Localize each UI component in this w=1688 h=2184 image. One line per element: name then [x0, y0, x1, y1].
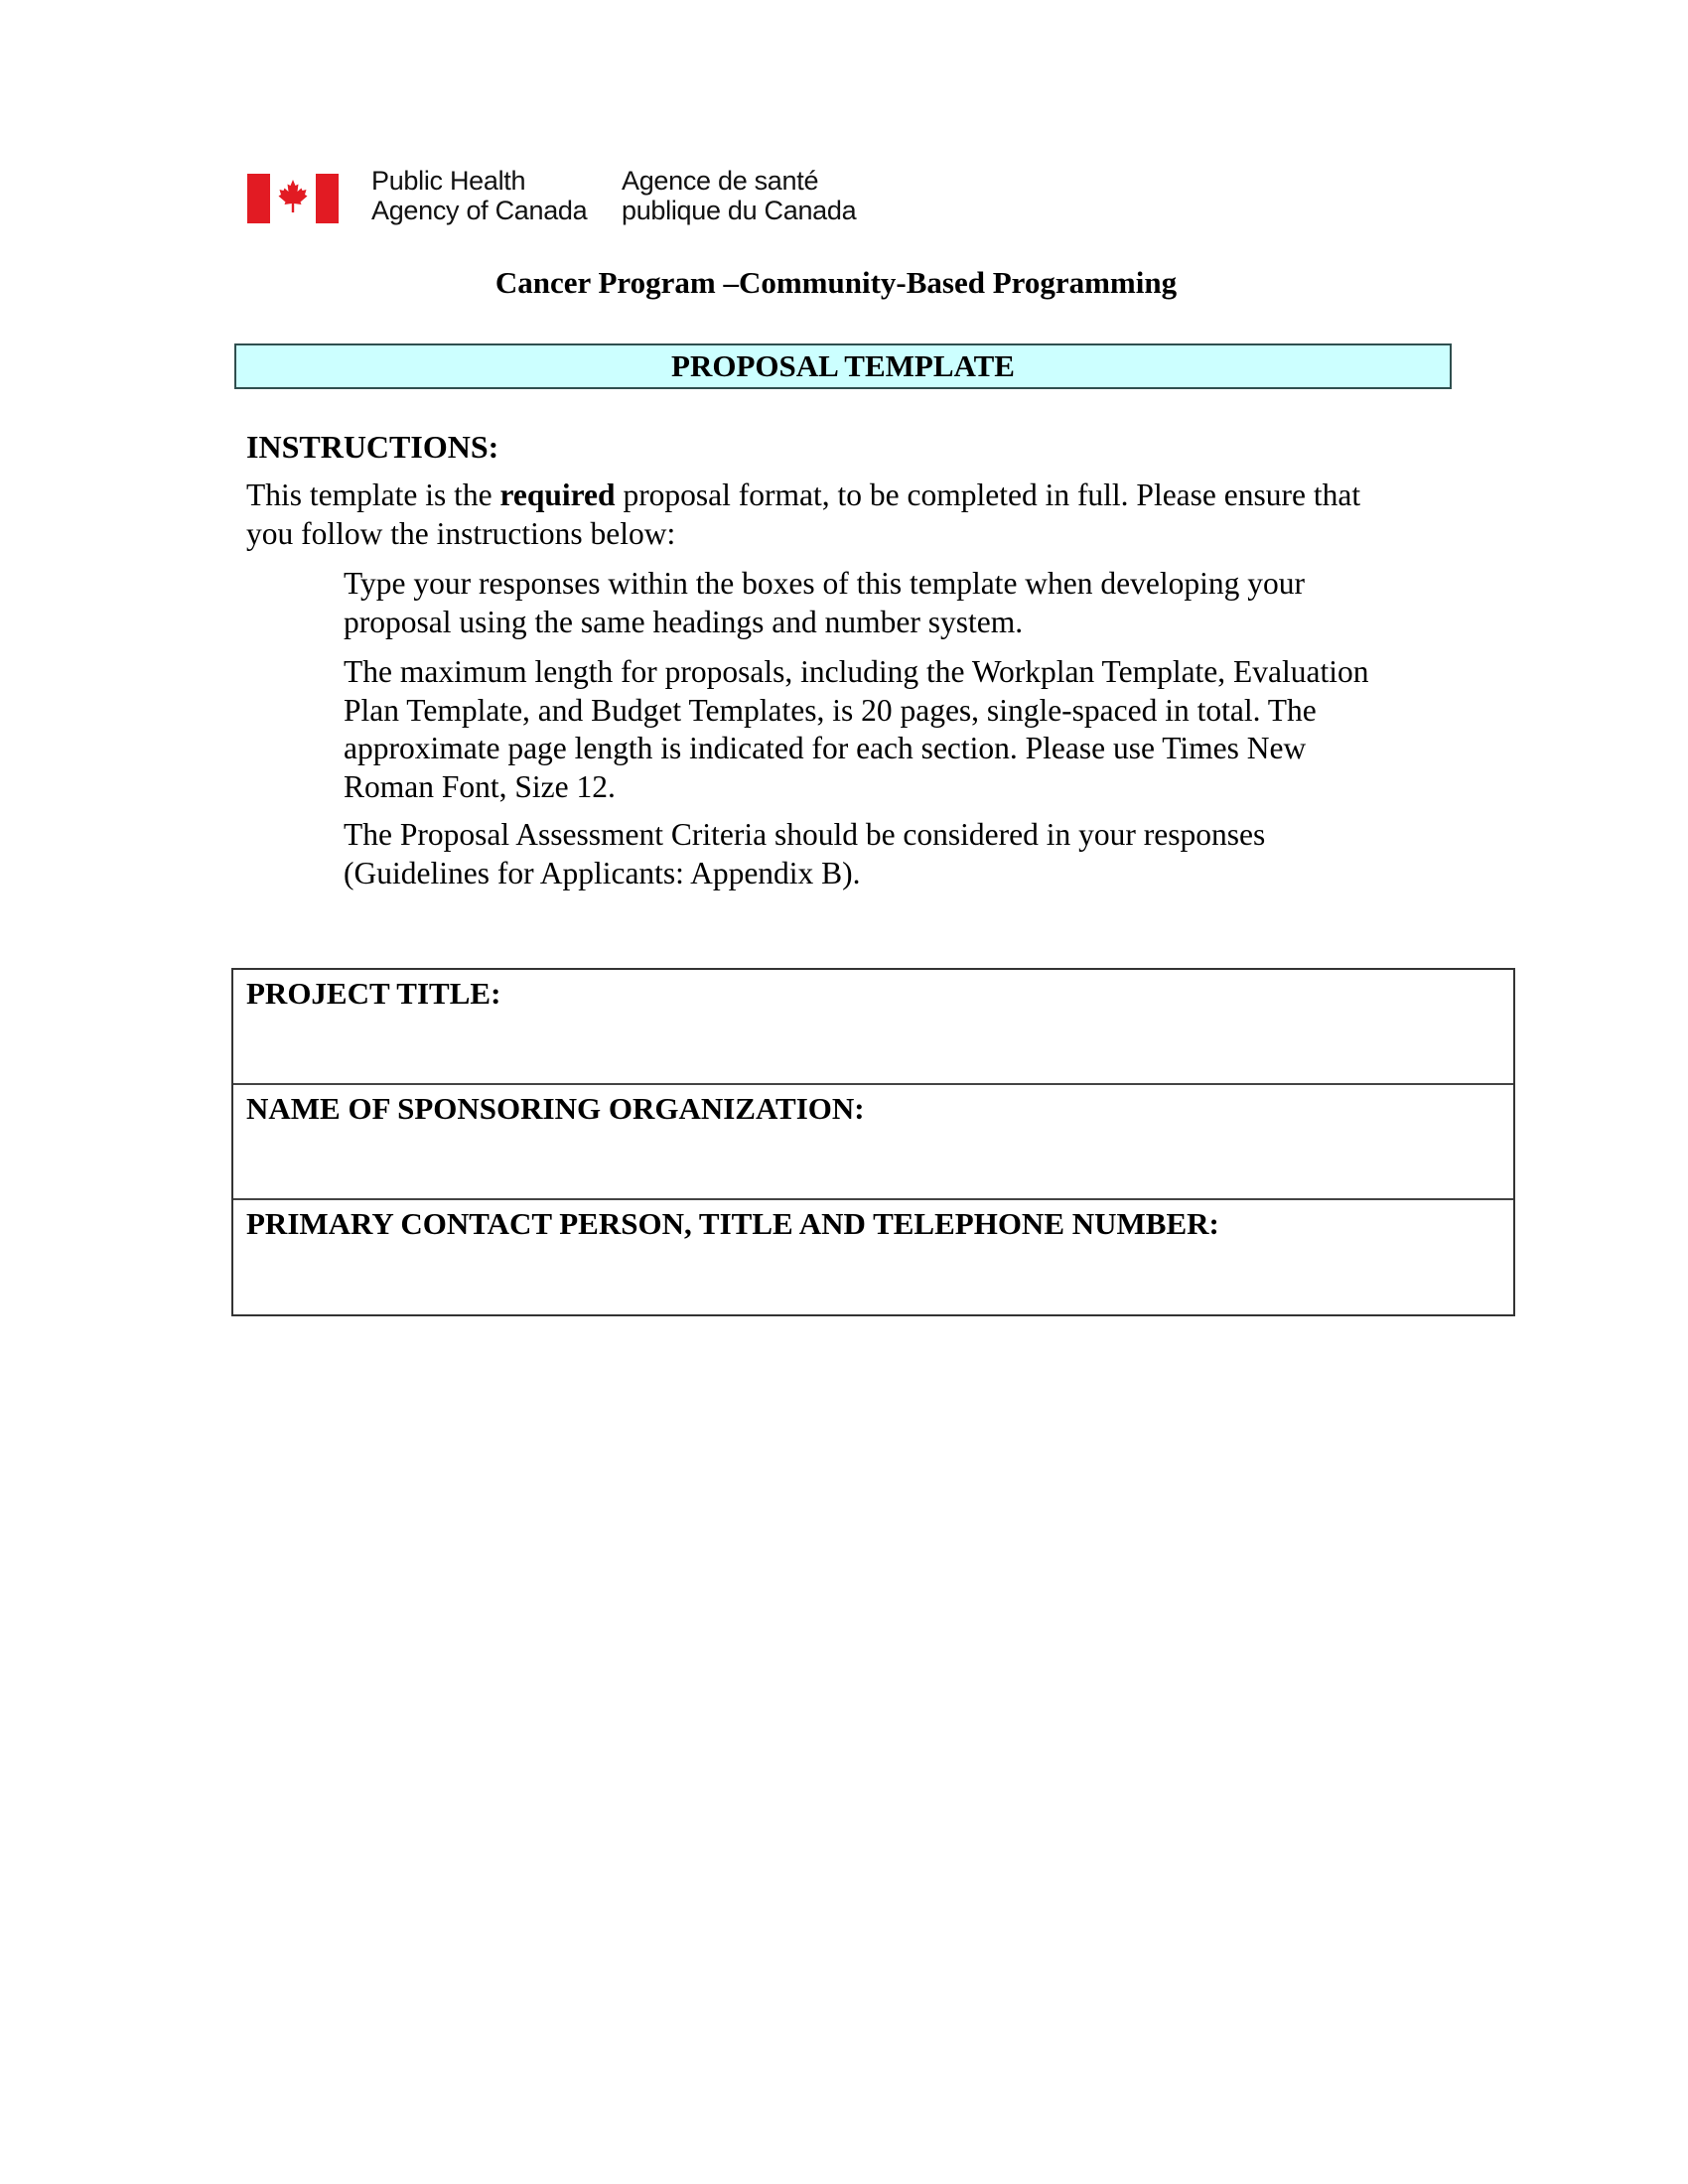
sponsoring-organization-label: NAME OF SPONSORING ORGANIZATION: — [246, 1091, 865, 1126]
form-row-project-title — [233, 970, 1513, 1085]
form-row-primary-contact — [233, 1200, 1513, 1314]
project-title-field[interactable] — [246, 1016, 1500, 1075]
instruction-line: approximate page length is indicated for each section. Please use Times New — [344, 731, 1307, 765]
proposal-info-table — [231, 968, 1515, 1316]
primary-contact-label: PRIMARY CONTACT PERSON, TITLE AND TELEPHONE NUMBER: — [246, 1206, 1219, 1241]
instruction-item — [344, 565, 1485, 641]
instruction-line: (Guidelines for Applicants: Appendix B). — [344, 855, 861, 890]
instructions-intro-line2: you follow the instructions below: — [246, 515, 676, 551]
agency-name-english — [371, 166, 587, 225]
template-title: PROPOSAL TEMPLATE — [671, 348, 1015, 383]
instruction-line: The maximum length for proposals, including the Workplan Template, Evaluation — [344, 654, 1369, 689]
instruction-line: Plan Template, and Budget Templates, is 20 pages, single-spaced in total. The — [344, 692, 1317, 728]
instruction-line: Type your responses within the boxes of this template when developing your — [344, 566, 1305, 601]
agency-name-english-line1: Public Health — [371, 166, 526, 196]
primary-contact-field[interactable] — [246, 1246, 1500, 1306]
intro-text-required: required — [499, 478, 616, 512]
program-title — [0, 265, 1688, 301]
instruction-line: The Proposal Assessment Criteria should be considered in your responses — [344, 817, 1266, 852]
instruction-item — [344, 653, 1485, 806]
template-title-box — [234, 343, 1452, 389]
project-title-label: PROJECT TITLE: — [246, 976, 501, 1011]
agency-name-french — [622, 166, 856, 225]
instruction-item — [344, 816, 1485, 892]
agency-name-english-line2: Agency of Canada — [371, 196, 588, 225]
intro-text-before: This template is the — [246, 478, 500, 512]
instruction-line: proposal using the same headings and number system. — [344, 604, 1024, 639]
agency-name-french-line1: Agence de santé — [622, 166, 819, 196]
sponsoring-organization-field[interactable] — [246, 1131, 1500, 1190]
instructions-intro-line1 — [246, 477, 1477, 515]
instructions-intro — [246, 477, 1477, 553]
instruction-line: Roman Font, Size 12. — [344, 768, 616, 804]
program-title-text: Cancer Program –Community-Based Programming — [494, 265, 1178, 300]
form-row-sponsoring-organization — [233, 1085, 1513, 1200]
instructions-heading: INSTRUCTIONS: — [246, 429, 499, 465]
canada-flag-icon — [247, 174, 339, 223]
agency-name-french-line2: publique du Canada — [622, 196, 857, 225]
intro-text-after: proposal format, to be completed in full. Please ensure that — [615, 478, 1361, 512]
